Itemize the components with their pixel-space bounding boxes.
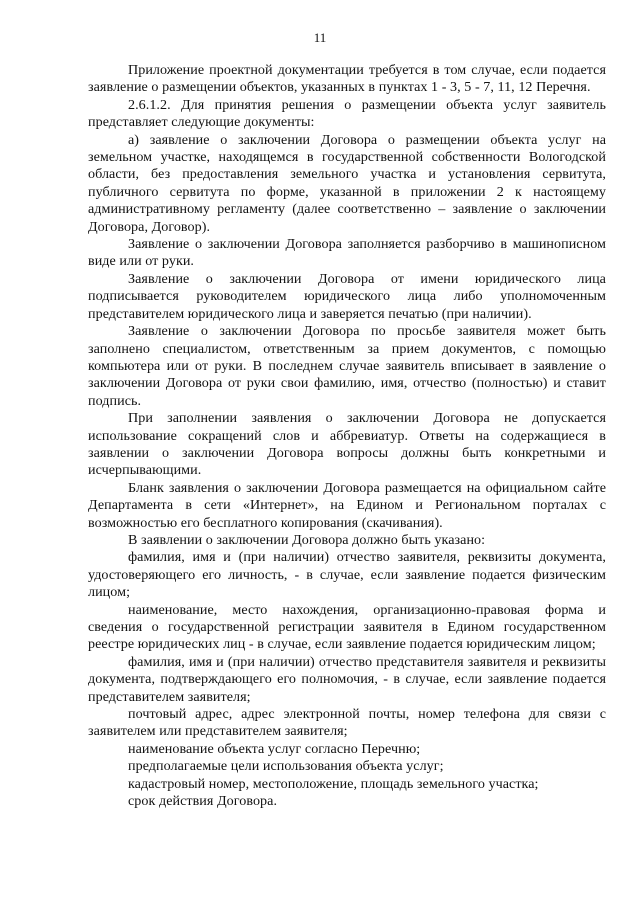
document-body bbox=[88, 62, 606, 810]
paragraph-section-2-6-1-2: 2.6.1.2. Для принятия решения о размещении объекта услуг заявитель представляет следующие документы: bbox=[88, 96, 606, 131]
paragraph-term: срок действия Договора. bbox=[128, 793, 278, 810]
page-number: 11 bbox=[313, 30, 327, 45]
paragraph-must-contain: В заявлении о заключении Договора должно быть указано: bbox=[128, 531, 486, 548]
paragraph-cadastral: кадастровый номер, местоположение, площадь земельного участка; bbox=[128, 775, 539, 792]
paragraph-representative: фамилия, имя и (при наличии) отчество представителя заявителя и реквизиты документа, подтверждающего его полномочия, - в случае, если заявление подается представителем заявителя; bbox=[88, 653, 606, 705]
paragraph-specialist-fill: Заявление о заключении Договора по просьбе заявителя может быть заполнено специалистом, ответственным за прием документов, с помощью компьютера или от руки. В последнем случае заявитель вписывает в заявление о заключении Договора от руки свои фамилию, имя, отчество (полностью) и ставит подпись. bbox=[88, 323, 606, 409]
paragraph-contacts: почтовый адрес, адрес электронной почты, номер телефона для связи с заявителем или представителем заявителя; bbox=[88, 706, 606, 740]
paragraph-no-abbreviations: При заполнении заявления о заключении Договора не допускается использование сокращений слов и аббревиатур. Ответы на содержащиеся в заявлении о заключении Договора вопросы должны быть конкретными и исчерпывающими. bbox=[88, 410, 606, 479]
paragraph-fill-legibly: Заявление о заключении Договора заполняется разборчиво в машинописном виде или от руки. bbox=[88, 236, 606, 270]
paragraph-object-name: наименование объекта услуг согласно Перечню; bbox=[128, 740, 421, 757]
paragraph-item-a: а) заявление о заключении Договора о размещении объекта услуг на земельном участке, находящемся в государственной собственности Вологодской области, без предоставления земельного участка и установления сервитута, публичного сервитута по форме, указанной в приложении 2 к настоящему административному регламенту (далее соответственно – заявление о заключении Договора, Договор). bbox=[88, 131, 606, 235]
paragraph-individual: фамилия, имя и (при наличии) отчество заявителя, реквизиты документа, удостоверяющего его личность, - в случае, если заявление подается физическим лицом; bbox=[88, 549, 606, 601]
paragraph-blank-form: Бланк заявления о заключении Договора размещается на официальном сайте Департамента в сети «Интернет», на Едином и Региональном порталах с возможностью его бесплатного копирования (скачивания). bbox=[88, 479, 606, 531]
paragraph-purpose: предполагаемые цели использования объекта услуг; bbox=[128, 758, 444, 775]
paragraph-legal-entity: наименование, место нахождения, организационно-правовая форма и сведения о государственной регистрации заявителя в Едином государственном реестре юридических лиц - в случае, если заявление подается юридическим лицом; bbox=[88, 601, 606, 653]
paragraph-project-docs: Приложение проектной документации требуется в том случае, если подается заявление о размещении объектов, указанных в пунктах 1 - 3, 5 - 7, 11, 12 Перечня. bbox=[88, 62, 606, 96]
paragraph-legal-entity-sign: Заявление о заключении Договора от имени юридического лица подписывается руководителем юридического лица либо уполномоченным представителем юридического лица и заверяется печатью (при наличии). bbox=[88, 270, 606, 322]
